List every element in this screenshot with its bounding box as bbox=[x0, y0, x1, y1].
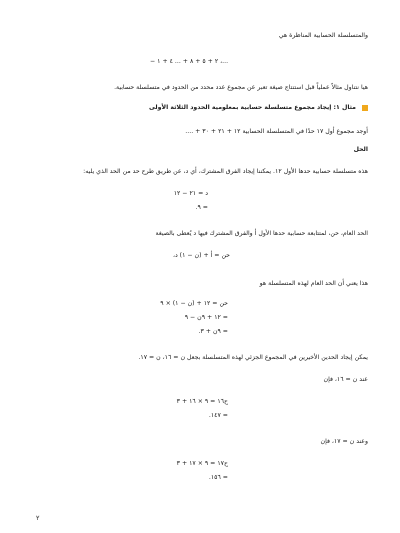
general-term-line-2: = ١٢ + ٩ن − ٩ bbox=[184, 314, 228, 321]
when-n-16-text: عند ن = ١٦، فإن bbox=[323, 376, 368, 383]
example-marker-icon bbox=[362, 105, 368, 111]
d-equation-line-2: = ٩. bbox=[195, 204, 208, 211]
transition-text: هيا نتناول مثالاً عملياً قبل استنتاج صيغة تعبر عن مجموع عدد محدد من الحدود في متسلسلة حسابية. bbox=[114, 84, 368, 91]
when-n-17-text: وعند ن = ١٧، فإن bbox=[320, 438, 368, 445]
term-16-line-2: = ١٤٧. bbox=[208, 412, 228, 419]
general-term-line-1: حن = ١٢ + (ن − ١) × ٩ bbox=[160, 300, 228, 307]
d-equation-line-1: د = ٢١ − ١٢ bbox=[173, 190, 208, 197]
example-question: أوجد مجموع أول ١٧ حدًا في المتسلسلة الحسابية ١٢ + ٢١ + ٣٠ + .... bbox=[185, 128, 368, 135]
general-term-formula: حن = أ + (ن − ١) د، bbox=[172, 252, 230, 259]
solution-paragraph-1: هذه متسلسلة حسابية حدها الأول ١٢. يمكننا إيجاد الفرق المشترك، أي د، عن طريق طرح حد من الحد الذي يليه: bbox=[83, 168, 368, 175]
solution-paragraph-4: يمكن إيجاد الحدين الأخيرين في المجموع الجزئي لهذه المتسلسلة بجعل ن = ١٦، ن = ١٧. bbox=[138, 354, 368, 361]
solution-heading: الحل bbox=[353, 146, 368, 153]
solution-paragraph-3: هذا يعني أن الحد العام لهذه المتسلسلة هو bbox=[259, 280, 368, 287]
term-17-line-2: = ١٥٦. bbox=[208, 474, 228, 481]
term-17-line-1: ح١٧ = ٩ × ١٧ + ٣ bbox=[176, 460, 228, 467]
series-expression: ...، ٢ + ٥ + ٨ + ... ٤ + ١ − bbox=[150, 58, 229, 65]
page-number: ٢ bbox=[36, 514, 40, 522]
general-term-line-3: = ٩ن + ٣. bbox=[198, 328, 228, 335]
example-title: مثال ١: إيجاد مجموع متسلسلة حسابية بمعلومية الحدود الثلاثة الأولى bbox=[149, 104, 356, 111]
solution-paragraph-2: الحد العام، حن، لمتتابعة حسابية حدها الأول أ والفرق المشترك فيها د يُعطى بالصيغة bbox=[155, 230, 368, 237]
intro-text: والمتسلسلة الحسابية المناظرة هي bbox=[278, 32, 368, 39]
term-16-line-1: ح١٦ = ٩ × ١٦ + ٣ bbox=[176, 398, 228, 405]
